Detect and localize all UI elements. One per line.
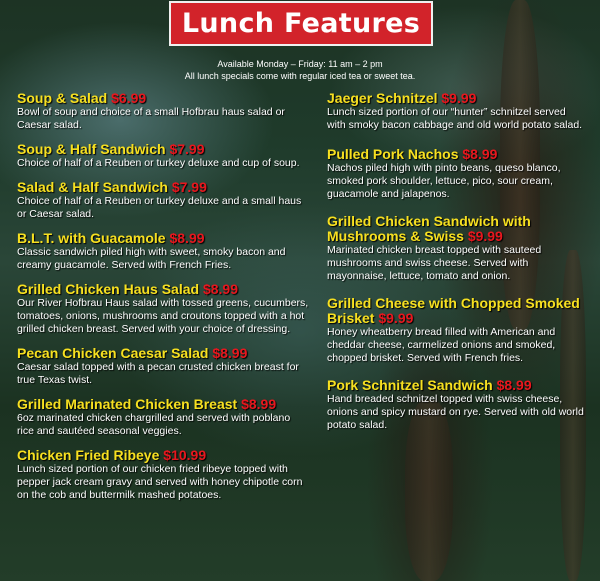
item-description: Caesar salad topped with a pecan crusted chicken breast for true Texas twist. (17, 361, 299, 386)
item-description: Hand breaded schnitzel topped with swiss cheese, onions and spicy mustard on rye. Served with old world potato salad. (327, 393, 584, 431)
menu-item (327, 378, 585, 432)
left-menu-column (17, 91, 309, 502)
right-menu-column (327, 91, 585, 432)
item-name: Pork Schnitzel Sandwich (327, 377, 493, 393)
item-description: Choice of half of a Reuben or turkey deluxe and a small haus or Caesar salad. (17, 195, 302, 220)
title-banner (169, 1, 433, 46)
item-price: $8.99 (202, 281, 238, 297)
item-heading (327, 214, 585, 244)
menu-item (327, 296, 585, 365)
item-price: $7.99 (169, 141, 205, 157)
item-description: Bowl of soup and choice of a small Hofbrau haus salad or Caesar salad. (17, 106, 285, 131)
item-heading (17, 142, 309, 157)
item-name: Soup & Half Sandwich (17, 141, 166, 157)
item-name: Chicken Fried Ribeye (17, 447, 160, 463)
item-price: $8.99 (169, 230, 205, 246)
item-price: $7.99 (171, 179, 207, 195)
item-heading (17, 448, 309, 463)
menu-item (17, 180, 309, 221)
item-name: Grilled Cheese with Chopped Smoked Brisket (327, 295, 580, 326)
item-heading (17, 180, 309, 195)
item-heading (327, 296, 585, 326)
item-description: Lunch sized portion of our chicken fried ribeye topped with pepper jack cream gravy and served with honey chipotle corn on the cob and buttermilk mashed potatoes. (17, 463, 303, 501)
beverage-note: All lunch specials come with regular iced tea or sweet tea. (184, 71, 416, 81)
item-description: Marinated chicken breast topped with sauteed mushrooms and swiss cheese. Served with mayonnaise, lettuce, tomato and onion. (327, 244, 542, 282)
item-heading (17, 346, 309, 361)
menu-item (17, 231, 309, 272)
item-heading (17, 282, 309, 297)
item-description: 6oz marinated chicken chargrilled and served with poblano rice and sautéed seasonal veggies. (17, 412, 291, 437)
item-price: $9.99 (467, 228, 503, 244)
item-description: Nachos piled high with pinto beans, queso blanco, smoked pork shoulder, lettuce, pico, sour cream, guacamole and jalapenos. (327, 162, 561, 200)
item-price: $8.99 (241, 396, 277, 412)
item-name: Salad & Half Sandwich (17, 179, 168, 195)
item-description: Classic sandwich piled high with sweet, smoky bacon and creamy guacamole. Served with French Fries. (17, 246, 286, 271)
item-heading (17, 397, 309, 412)
item-price: $8.99 (496, 377, 532, 393)
item-description: Choice of half of a Reuben or turkey deluxe and cup of soup. (17, 157, 300, 169)
item-name: Grilled Chicken Sandwich with Mushrooms & Swiss (327, 213, 531, 244)
item-description: Lunch sized portion of our “hunter” schnitzel served with smoky bacon cabbage and old world potato salad. (327, 106, 583, 131)
availability-text: Available Monday – Friday: 11 am – 2 pm (217, 59, 383, 69)
item-name: B.L.T. with Guacamole (17, 230, 166, 246)
item-price: $9.99 (378, 310, 414, 326)
menu-item (17, 91, 309, 132)
item-heading (17, 231, 309, 246)
item-name: Pulled Pork Nachos (327, 146, 459, 162)
menu-item (327, 91, 585, 132)
item-name: Jaeger Schnitzel (327, 90, 438, 106)
menu-item (17, 346, 309, 387)
item-heading (327, 378, 585, 393)
menu-item (17, 142, 309, 170)
item-heading (327, 91, 585, 106)
menu-item (17, 448, 309, 502)
item-description: Our River Hofbrau Haus salad with tossed greens, cucumbers, tomatoes, onions, mushrooms and croutons topped with a hot grilled chicken breast. Served with your choice of dressing. (17, 297, 309, 335)
item-name: Soup & Salad (17, 90, 108, 106)
item-heading (327, 147, 585, 162)
menu-item (327, 214, 585, 283)
item-name: Grilled Chicken Haus Salad (17, 281, 200, 297)
item-price: $8.99 (462, 146, 498, 162)
item-price: $6.99 (111, 90, 147, 106)
item-price: $10.99 (163, 447, 207, 463)
menu-item (17, 397, 309, 438)
item-name: Grilled Marinated Chicken Breast (17, 396, 238, 412)
item-name: Pecan Chicken Caesar Salad (17, 345, 209, 361)
item-price: $8.99 (212, 345, 248, 361)
page-title: Lunch Features (181, 8, 421, 39)
availability-info (0, 58, 600, 82)
item-price: $9.99 (441, 90, 477, 106)
menu-item (17, 282, 309, 336)
item-description: Honey wheatberry bread filled with American and cheddar cheese, carmelized onions and smoked, chopped brisket. Served with French fries. (327, 326, 556, 364)
menu-item (327, 147, 585, 201)
item-heading (17, 91, 309, 106)
